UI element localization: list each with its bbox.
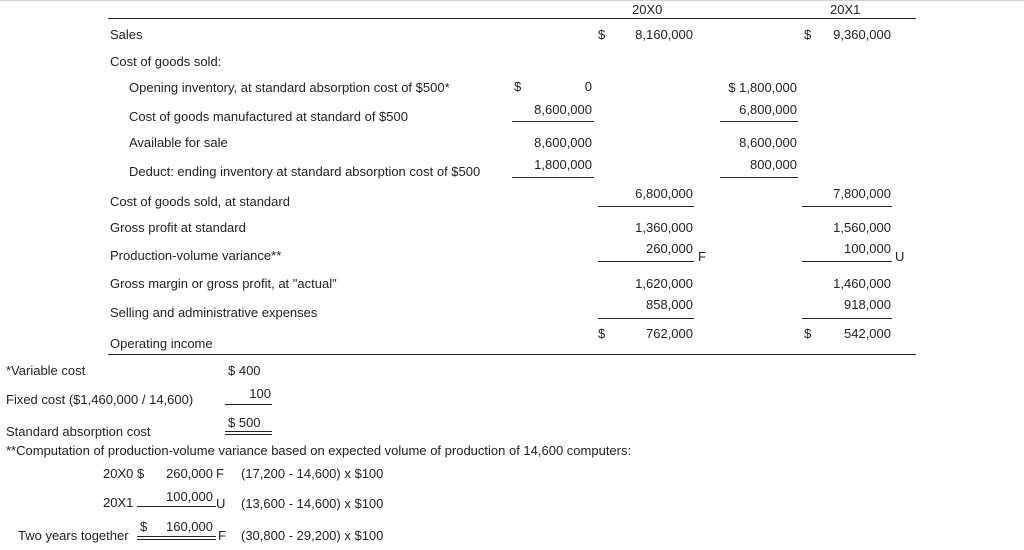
note-variable-cost-label: *Variable cost xyxy=(6,363,86,378)
cell-gross-profit-standard-20x0: 1,360,000 xyxy=(635,220,693,235)
pv-note-dollar: $ xyxy=(140,519,148,534)
total-rule xyxy=(598,318,694,319)
pv-note-value: 260,000 xyxy=(166,466,213,481)
cell-opening-inventory-20x1: $ 1,800,000 xyxy=(728,80,797,95)
cell-dollar-sign: $ xyxy=(598,326,606,341)
cell-cogm-20x1: 6,800,000 xyxy=(739,102,797,117)
cell-gross-margin-actual-20x0: 1,620,000 xyxy=(635,276,693,291)
pv-note-label: 20X0 $ xyxy=(103,466,145,481)
subtotal-rule xyxy=(512,121,594,122)
pv-note-calc: (30,800 - 29,200) x $100 xyxy=(241,528,384,543)
pv-note-title: **Computation of production-volume variance based on expected volume of production of 14,600 computers: xyxy=(6,443,632,458)
cell-available-20x1: 8,600,000 xyxy=(739,135,797,150)
cell-gross-margin-actual-20x1: 1,460,000 xyxy=(833,276,891,291)
cell-sales-20x1: 9,360,000 xyxy=(833,27,891,42)
subtotal-rule xyxy=(720,177,798,178)
pv-note-flag: U xyxy=(216,496,226,511)
cell-selling-admin-20x1: 918,000 xyxy=(844,297,891,312)
row-label-gross-margin-actual: Gross margin or gross profit, at "actual" xyxy=(110,276,337,291)
row-label-ending-inventory: Deduct: ending inventory at standard absorption cost of $500 xyxy=(129,164,481,179)
cell-dollar-sign: $ xyxy=(804,326,812,341)
note-fixed-cost-label: Fixed cost ($1,460,000 / 14,600) xyxy=(6,392,194,407)
row-label-cogs-standard: Cost of goods sold, at standard xyxy=(110,194,290,209)
total-rule xyxy=(802,261,892,262)
pv-note-flag: F xyxy=(218,528,226,543)
cell-available-20x0: 8,600,000 xyxy=(534,135,592,150)
cell-pv-variance-20x1: 100,000 xyxy=(844,241,891,256)
row-label-selling-admin: Selling and administrative expenses xyxy=(110,305,318,320)
cell-dollar-sign: $ xyxy=(598,27,606,42)
cell-sales-20x0: 8,160,000 xyxy=(635,27,693,42)
top-border xyxy=(0,0,1024,1)
pv-note-label: 20X1 xyxy=(103,495,134,510)
cell-opening-inventory-20x0: 0 xyxy=(584,79,592,94)
pv-note-value: 100,000 xyxy=(166,489,213,504)
cell-cogs-standard-20x1: 7,800,000 xyxy=(833,186,891,201)
pv-note-calc: (13,600 - 14,600) x $100 xyxy=(241,496,384,511)
note-fixed-cost-value: 100 xyxy=(249,386,271,401)
column-header-20x1: 20X1 xyxy=(830,2,861,17)
cell-operating-income-20x0: 762,000 xyxy=(646,326,693,341)
total-rule xyxy=(598,261,694,262)
cell-cogs-standard-20x0: 6,800,000 xyxy=(635,186,693,201)
header-underline xyxy=(108,18,916,19)
cell-pv-variance-20x0: 260,000 xyxy=(646,241,693,256)
row-label-gross-profit-standard: Gross profit at standard xyxy=(110,220,246,235)
pv-note-double-rule xyxy=(137,536,216,540)
total-rule xyxy=(802,206,892,207)
row-label-cogs-header: Cost of goods sold: xyxy=(110,54,222,69)
pv-note-calc: (17,200 - 14,600) x $100 xyxy=(241,466,384,481)
note-double-rule xyxy=(225,431,272,435)
total-rule xyxy=(802,318,892,319)
variance-flag: U xyxy=(895,249,905,264)
row-label-cogm: Cost of goods manufactured at standard of $500 xyxy=(129,109,408,124)
statement-bottom-rule xyxy=(108,354,916,355)
note-sum-rule xyxy=(225,404,272,405)
note-total-value: $ 500 xyxy=(228,415,261,430)
row-label-operating-income: Operating income xyxy=(110,336,213,351)
row-label-sales: Sales xyxy=(110,27,143,42)
note-total-label: Standard absorption cost xyxy=(6,424,151,439)
total-rule xyxy=(598,206,694,207)
cell-cogm-20x0: 8,600,000 xyxy=(534,102,592,117)
note-variable-cost-value: $ 400 xyxy=(228,363,261,378)
row-label-opening-inventory: Opening inventory, at standard absorption cost of $500* xyxy=(129,80,450,95)
row-label-pv-variance: Production-volume variance** xyxy=(110,248,282,263)
cell-dollar-sign: $ xyxy=(514,79,522,94)
cell-dollar-sign: $ xyxy=(804,27,812,42)
cell-gross-profit-standard-20x1: 1,560,000 xyxy=(833,220,891,235)
cell-selling-admin-20x0: 858,000 xyxy=(646,297,693,312)
variance-flag: F xyxy=(698,249,706,264)
cell-ending-inventory-20x1: 800,000 xyxy=(750,157,797,172)
column-header-20x0: 20X0 xyxy=(632,2,663,17)
pv-note-value: 160,000 xyxy=(166,519,213,534)
pv-note-label: Two years together xyxy=(18,528,129,543)
subtotal-rule xyxy=(720,121,798,122)
row-label-available: Available for sale xyxy=(129,135,228,150)
pv-note-rule xyxy=(137,506,216,507)
pv-note-flag: F xyxy=(216,466,224,481)
cell-operating-income-20x1: 542,000 xyxy=(844,326,891,341)
cell-ending-inventory-20x0: 1,800,000 xyxy=(534,157,592,172)
subtotal-rule xyxy=(512,177,594,178)
